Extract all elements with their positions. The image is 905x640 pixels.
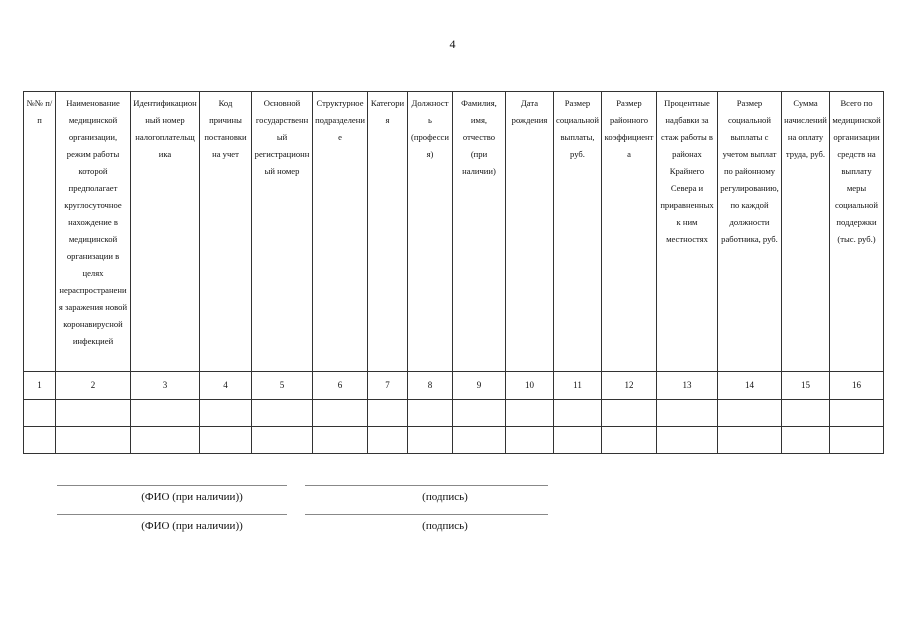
column-number: 2 [56, 372, 131, 400]
column-number: 7 [368, 372, 408, 400]
table-cell[interactable] [554, 427, 602, 454]
table-cell[interactable] [56, 427, 131, 454]
table-cell[interactable] [506, 427, 554, 454]
column-number: 12 [602, 372, 657, 400]
col-header-payroll-charges: Сумма начислений на оплату труда, руб. [782, 92, 830, 372]
table-cell[interactable] [131, 427, 200, 454]
column-number: 3 [131, 372, 200, 400]
table-cell[interactable] [718, 427, 782, 454]
table-cell[interactable] [657, 400, 718, 427]
table-row [24, 400, 884, 427]
social-payment-table [23, 91, 884, 454]
col-header-north-allowance: Процентные надбавки за стаж работы в районах Крайнего Севера и приравненных к ним местностях [657, 92, 718, 372]
col-header-position: Должность (профессия) [408, 92, 453, 372]
column-number: 13 [657, 372, 718, 400]
column-number: 4 [200, 372, 252, 400]
col-header-category: Категория [368, 92, 408, 372]
table-cell[interactable] [252, 427, 313, 454]
table-cell[interactable] [602, 400, 657, 427]
table-cell[interactable] [453, 427, 506, 454]
table-cell[interactable] [506, 400, 554, 427]
fio-caption-1: (ФИО (при наличии)) [141, 491, 243, 503]
table-cell[interactable] [830, 400, 884, 427]
table-cell[interactable] [56, 400, 131, 427]
table-row [24, 427, 884, 454]
col-header-birth-date: Дата рождения [506, 92, 554, 372]
table-cell[interactable] [782, 427, 830, 454]
column-number: 14 [718, 372, 782, 400]
col-header-organization: Наименование медицинской организации, режим работы которой предполагает круглосуточное нахождение в медицинской организации в целях нераспространения заражения новой коронавирусной инфекцией [56, 92, 131, 372]
column-number: 6 [313, 372, 368, 400]
col-header-ogrn: Основной государственный регистрационный номер [252, 92, 313, 372]
col-header-inn: Идентификационный номер налогоплательщика [131, 92, 200, 372]
table-cell[interactable] [782, 400, 830, 427]
column-number: 11 [554, 372, 602, 400]
page-number: 4 [449, 37, 456, 51]
column-number: 10 [506, 372, 554, 400]
table-cell[interactable] [830, 427, 884, 454]
column-number: 16 [830, 372, 884, 400]
table-cell[interactable] [657, 427, 718, 454]
col-header-department: Структурное подразделение [313, 92, 368, 372]
fio-line-2[interactable] [57, 514, 287, 515]
signature-caption-2: (подпись) [422, 520, 468, 532]
col-header-full-name: Фамилия, имя, отчество (при наличии) [453, 92, 506, 372]
table-cell[interactable] [408, 400, 453, 427]
table-cell[interactable] [313, 400, 368, 427]
table-cell[interactable] [368, 427, 408, 454]
header-row [24, 92, 884, 372]
signature-line-2[interactable] [305, 514, 548, 515]
fio-line-1[interactable] [57, 485, 287, 486]
col-header-kpp: Код причины постановки на учет [200, 92, 252, 372]
table-cell[interactable] [408, 427, 453, 454]
column-number: 1 [24, 372, 56, 400]
table-cell[interactable] [200, 400, 252, 427]
col-header-regional-coefficient: Размер районного коэффициента [602, 92, 657, 372]
column-number: 9 [453, 372, 506, 400]
table-cell[interactable] [453, 400, 506, 427]
table-cell[interactable] [252, 400, 313, 427]
col-header-adjusted-payment: Размер социальной выплаты с учетом выплат по районному регулированию, по каждой должности работника, руб. [718, 92, 782, 372]
col-header-total: Всего по медицинской организации средств на выплату меры социальной поддержки (тыс. руб.) [830, 92, 884, 372]
table-cell[interactable] [313, 427, 368, 454]
table-cell[interactable] [24, 427, 56, 454]
table-cell[interactable] [718, 400, 782, 427]
column-number: 5 [252, 372, 313, 400]
column-number-row [24, 372, 884, 400]
table-cell[interactable] [131, 400, 200, 427]
table-cell[interactable] [554, 400, 602, 427]
signature-caption-1: (подпись) [422, 491, 468, 503]
fio-caption-2: (ФИО (при наличии)) [141, 520, 243, 532]
table-cell[interactable] [602, 427, 657, 454]
table-cell[interactable] [200, 427, 252, 454]
table-cell[interactable] [368, 400, 408, 427]
table-cell[interactable] [24, 400, 56, 427]
col-header-row-number: №№ п/п [24, 92, 56, 372]
signature-line-1[interactable] [305, 485, 548, 486]
column-number: 8 [408, 372, 453, 400]
col-header-payment-amount: Размер социальной выплаты, руб. [554, 92, 602, 372]
column-number: 15 [782, 372, 830, 400]
